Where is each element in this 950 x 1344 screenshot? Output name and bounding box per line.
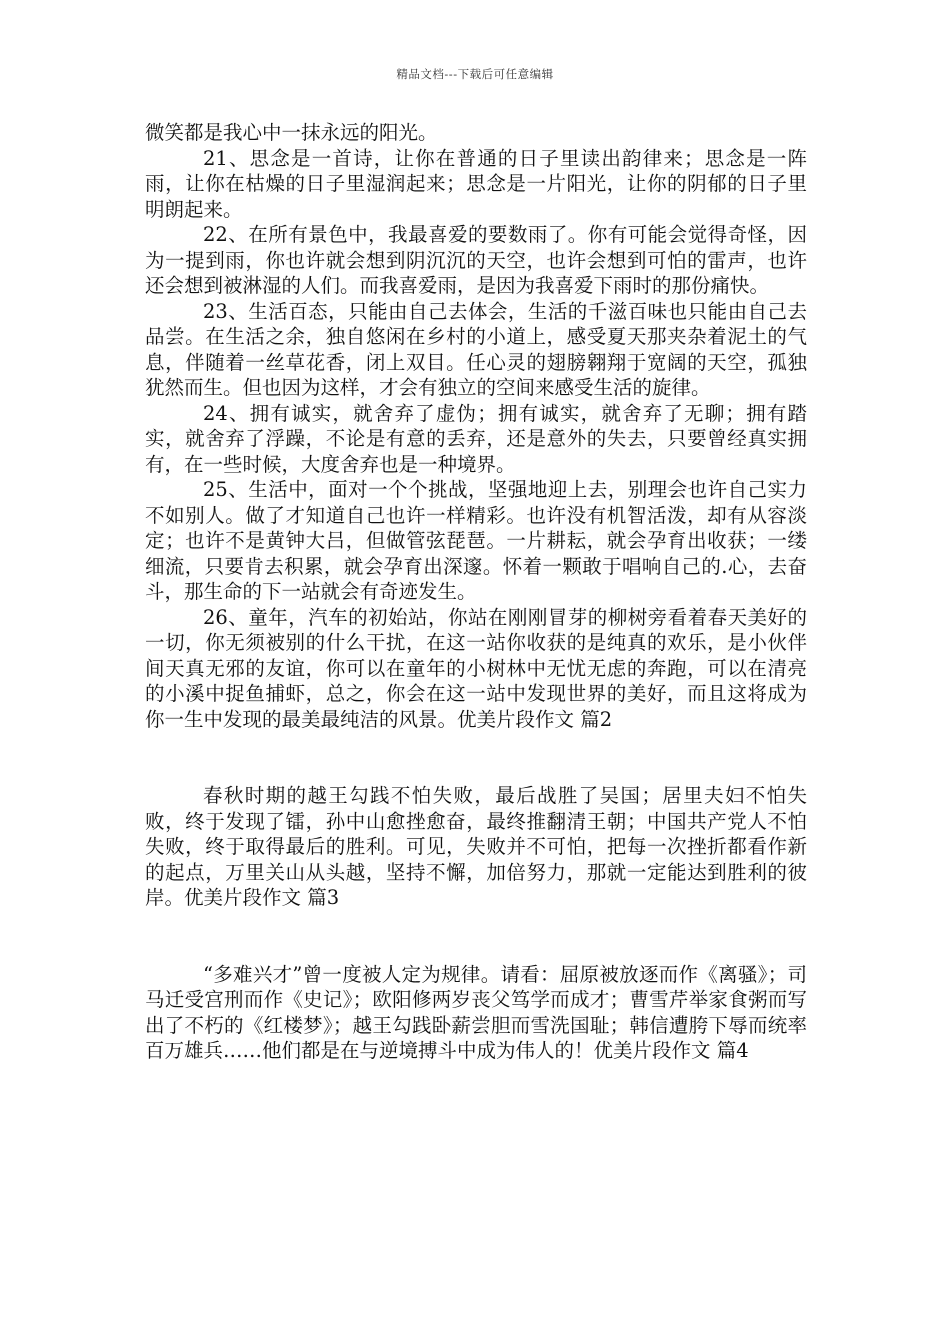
paragraph-24: 24、拥有诚实，就舍弃了虚伪；拥有诚实，就舍弃了无聊；拥有踏实，就舍弃了浮躁，不论是有意的丢弃，还是意外的失去，只要曾经真实拥有，在一些时候，大度舍弃也是一种境界。 xyxy=(145,401,807,476)
paragraph-21: 21、思念是一首诗，让你在普通的日子里读出韵律来；思念是一阵雨，让你在枯燥的日子里湿润起来；思念是一片阳光，让你的阴郁的日子里明朗起来。 xyxy=(145,146,807,221)
document-body xyxy=(145,120,807,1064)
paragraph-section-2: 春秋时期的越王勾践不怕失败，最后战胜了吴国；居里夫妇不怕失败，终于发现了镭，孙中山愈挫愈奋，最终推翻清王朝；中国共产党人不怕失败，终于取得最后的胜利。可见，失败并不可怕，把每一次挫折都看作新的起点，万里关山从头越，坚持不懈，加倍努力，那就一定能达到胜利的彼岸。优美片段作文 篇3 xyxy=(145,784,807,909)
paragraph-26: 26、童年，汽车的初始站，你站在刚刚冒芽的柳树旁看着春天美好的一切，你无须被别的什么干扰，在这一站你收获的是纯真的欢乐，是小伙伴间天真无邪的友谊，你可以在童年的小树林中无忧无虑的奔跑，可以在清亮的小溪中捉鱼捕虾，总之，你会在这一站中发现世界的美好，而且这将成为你一生中发现的最美最纯洁的风景。优美片段作文 篇2 xyxy=(145,605,807,731)
paragraph-22: 22、在所有景色中，我最喜爱的要数雨了。你有可能会觉得奇怪，因为一提到雨，你也许就会想到阴沉沉的天空，也许会想到可怕的雷声，也许还会想到被淋湿的人们。而我喜爱雨，是因为我喜爱下雨时的那份痛快。 xyxy=(145,223,807,297)
paragraph-25: 25、生活中，面对一个个挑战，坚强地迎上去，别理会也许自己实力不如别人。做了才知道自己也许一样精彩。也许没有机智活泼，却有从容淡定；也许不是黄钟大吕，但做管弦琵琶。一片耕耘，就会孕育出收获；一缕细流，只要肯去积累，就会孕育出深邃。怀着一颗敢于唱响自己的.心，去奋斗，那生命的下一站就会有奇迹发生。 xyxy=(145,478,807,603)
section-gap xyxy=(145,732,807,783)
paragraph-section-3: “多难兴才”曾一度被人定为规律。请看：屈原被放逐而作《离骚》；司马迁受宫刑而作《史记》；欧阳修两岁丧父笃学而成才；曹雪芹举家食粥而写出了不朽的《红楼梦》；越王勾践卧薪尝胆而雪洗国耻；韩信遭胯下辱而统率百万雄兵……他们都是在与逆境搏斗中成为伟人的！优美片段作文 篇4 xyxy=(145,962,807,1062)
section-gap xyxy=(145,911,807,962)
page-header: 精品文档---下载后可任意编辑 xyxy=(396,67,554,81)
paragraph-23: 23、生活百态，只能由自己去体会，生活的千滋百味也只能由自己去品尝。在生活之余，独自悠闲在乡村的小道上，感受夏天那夹杂着泥土的气息，伴随着一丝草花香，闭上双目。任心灵的翅膀翱翔于宽阔的天空，孤独犹然而生。但也因为这样，才会有独立的空间来感受生活的旋律。 xyxy=(145,299,807,399)
paragraph-continuation: 微笑都是我心中一抹永远的阳光。 xyxy=(145,121,438,144)
